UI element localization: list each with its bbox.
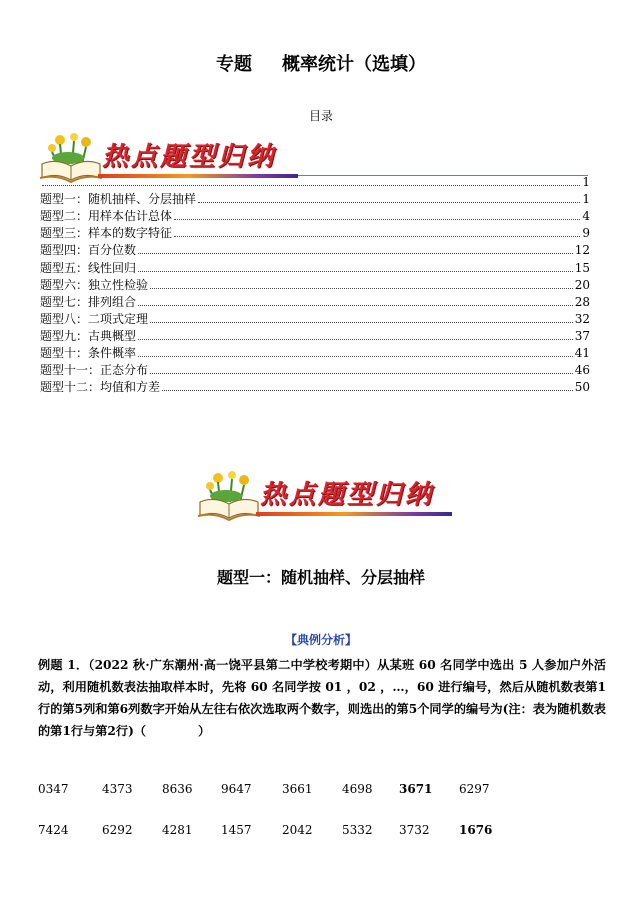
toc-row[interactable]: 题型十：条件概率 41 <box>40 346 590 361</box>
banner-title: 热点题型归纳 <box>102 142 277 172</box>
problem-text: 例题 1．（2022 秋·广东潮州·高一饶平县第二中学校考期中）从某班 60 名同学中选出 5 人参加户外活动，利用随机数表法抽取样本时，先将 60 名同学按 01 ，02 ，…，60 进行编号，然后从随机数表第1行的第5列和第6列数字开始从左往右依次选取两个数字，则选出的第5个同学的编号为(注：表为随机数表的第1行与第2行)（ <box>38 658 606 738</box>
table-cell: 4373 <box>102 782 133 796</box>
table-cell: 0347 <box>38 782 69 796</box>
table-cell: 4281 <box>162 823 193 837</box>
section-title: 题型一：随机抽样、分层抽样 <box>216 568 425 587</box>
table-cell: 3661 <box>282 782 313 796</box>
table-cell: 1457 <box>221 823 252 837</box>
table-cell: 9647 <box>221 782 252 796</box>
table-of-contents <box>40 172 590 394</box>
toc-row[interactable]: 题型十一：正态分布 46 <box>40 363 590 378</box>
toc-row[interactable]: 题型一：随机抽样、分层抽样 1 <box>40 192 590 207</box>
table-cell: 2042 <box>282 823 313 837</box>
toc-row[interactable]: 题型五：线性回归 15 <box>40 260 590 275</box>
hot-topics-banner-2 <box>196 468 466 524</box>
table-cell: 3732 <box>399 823 430 837</box>
table-cell: 6292 <box>102 823 133 837</box>
answer-paren: ） <box>198 724 211 738</box>
toc-row[interactable]: 题型七：排列组合 28 <box>40 294 590 309</box>
table-cell: 8636 <box>162 782 193 796</box>
table-cell: 6297 <box>459 782 490 796</box>
table-cell: 5332 <box>342 823 373 837</box>
toc-row[interactable]: 题型十二：均值和方差 50 <box>40 380 590 395</box>
toc-row[interactable]: 题型九：古典概型 37 <box>40 328 590 343</box>
title-topic: 概率统计（选填） <box>282 54 426 75</box>
table-cell: 1676 <box>459 823 493 837</box>
toc-row[interactable]: 题型八：二项式定理 32 <box>40 311 590 326</box>
toc-row[interactable]: 题型二：用样本估计总体 4 <box>40 209 590 224</box>
table-cell: 4698 <box>342 782 373 796</box>
title-prefix: 专题 <box>216 54 252 75</box>
toc-heading: 目录 <box>308 109 333 123</box>
example-tag: 【典例分析】 <box>284 633 357 647</box>
table-cell: 3671 <box>399 782 433 796</box>
banner-gradient-bar <box>256 512 452 516</box>
toc-row[interactable]: 题型六：独立性检验 20 <box>40 277 590 292</box>
toc-row[interactable]: 题型四：百分位数 12 <box>40 243 590 258</box>
toc-row[interactable]: 题型三：样本的数字特征 9 <box>40 226 590 241</box>
toc-row[interactable]: 1 <box>40 172 590 189</box>
open-book-flowers-icon <box>196 468 262 522</box>
page-title <box>0 50 642 76</box>
banner-title: 热点题型归纳 <box>260 480 435 510</box>
example-problem <box>38 654 606 742</box>
table-cell: 7424 <box>38 823 69 837</box>
